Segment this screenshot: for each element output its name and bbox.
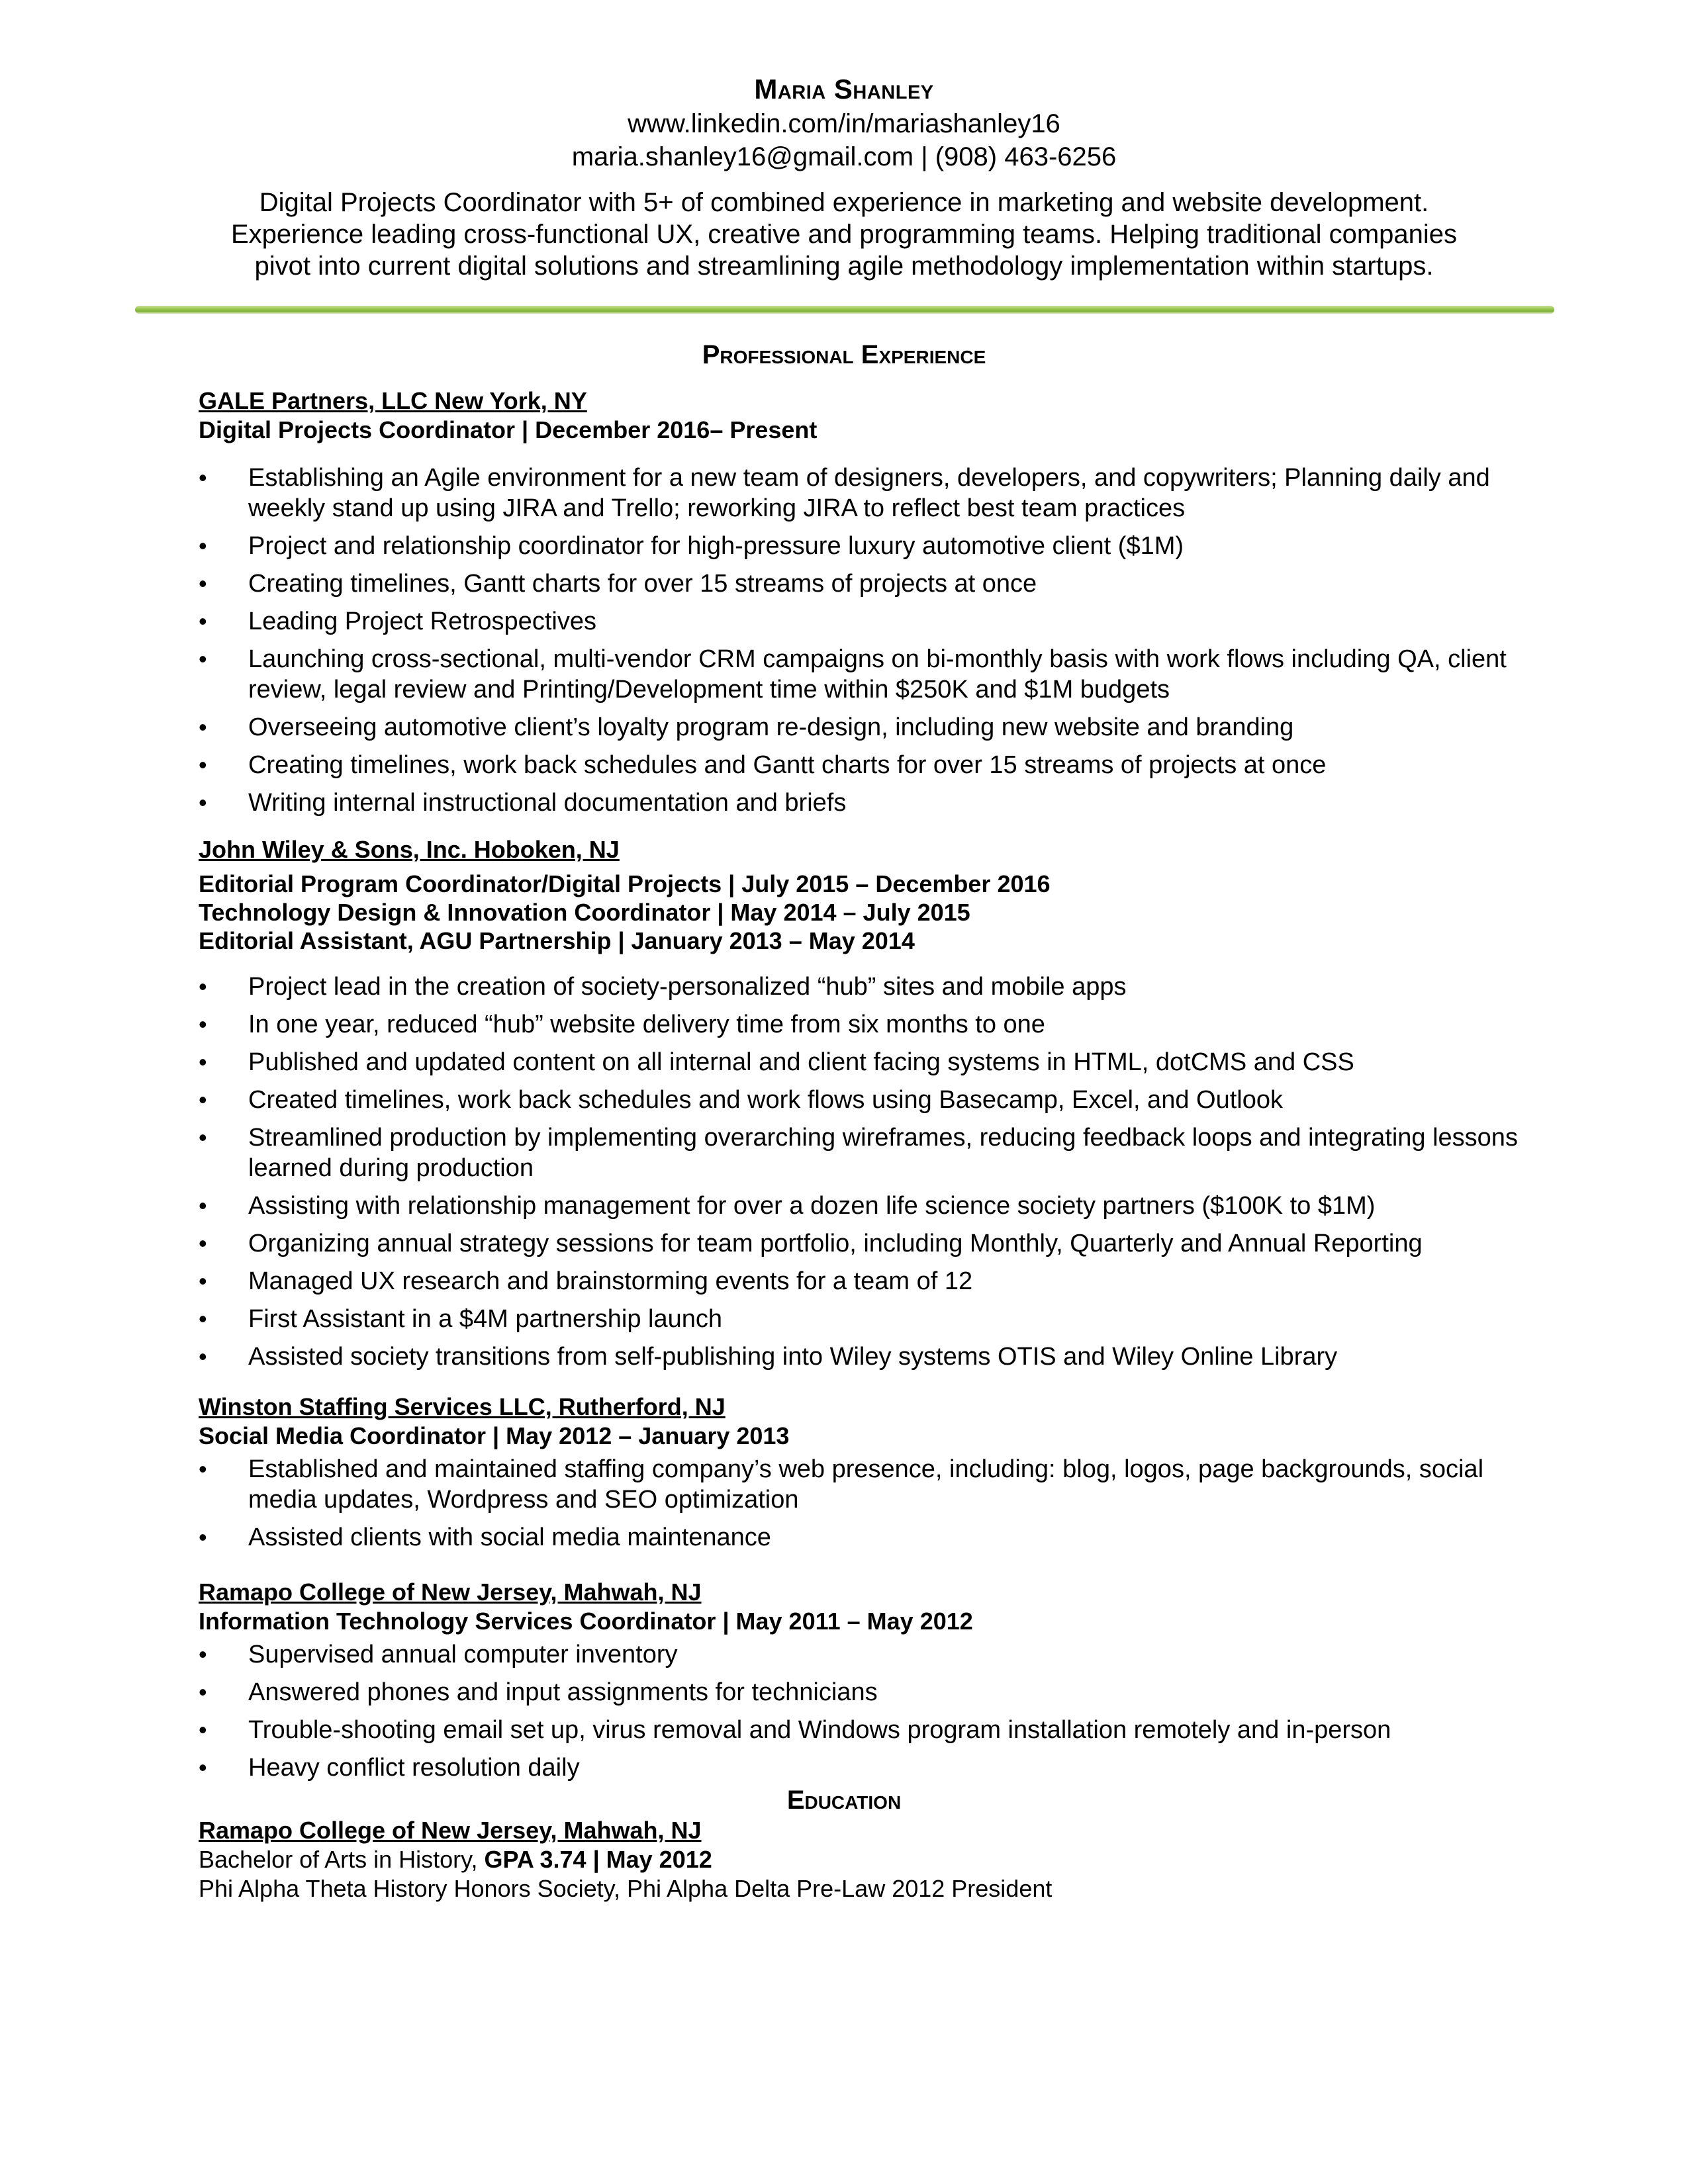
list-item: • Supervised annual computer inventory — [199, 1639, 1523, 1670]
job-gale-partners — [199, 387, 1523, 825]
list-item: • First Assistant in a $4M partnership launch — [199, 1304, 1523, 1334]
list-item: • Streamlined production by implementing overarching wireframes, reducing feedback loops and integrating lessons learned during production — [199, 1122, 1523, 1183]
list-item: • In one year, reduced “hub” website delivery time from six months to one — [199, 1009, 1523, 1040]
job-winston-staffing — [199, 1392, 1523, 1560]
company-name: Ramapo College of New Jersey, Mahwah, NJ — [199, 1578, 702, 1606]
school-name: Ramapo College of New Jersey, Mahwah, NJ — [199, 1817, 702, 1844]
section-title-experience: Professional Experience — [702, 340, 986, 369]
list-item: • Creating timelines, work back schedules and Gantt charts for over 15 streams of projects at once — [199, 750, 1523, 780]
job-role: Information Technology Services Coordinator | May 2011 – May 2012 — [199, 1608, 973, 1635]
section-title-education: Education — [786, 1786, 902, 1815]
company-name: Winston Staffing Services LLC, Rutherford, NJ — [199, 1393, 726, 1420]
list-item: • Establishing an Agile environment for a new team of designers, developers, and copywriters; Planning daily and weekly stand up using JIRA and Trello; reworking JIRA to reflect best team practices — [199, 463, 1523, 523]
list-item: • Leading Project Retrospectives — [199, 606, 1523, 637]
job-bullet-list — [199, 972, 1523, 1372]
list-item: • Assisted clients with social media maintenance — [199, 1522, 1523, 1553]
list-item: • Trouble-shooting email set up, virus removal and Windows program installation remotely and in-person — [199, 1715, 1523, 1745]
list-item: • Project lead in the creation of society-personalized “hub” sites and mobile apps — [199, 972, 1523, 1002]
summary-line: Experience leading cross-functional UX, creative and programming teams. Helping traditional companies — [230, 220, 1458, 249]
list-item: • Organizing annual strategy sessions for team portfolio, including Monthly, Quarterly and Annual Reporting — [199, 1228, 1523, 1259]
education-entry — [199, 1816, 1523, 1903]
resume-header — [0, 71, 1688, 173]
list-item: • Heavy conflict resolution daily — [199, 1752, 1523, 1783]
candidate-name: Maria Shanley — [754, 73, 934, 105]
list-item: • Creating timelines, Gantt charts for over 15 streams of projects at once — [199, 569, 1523, 599]
job-role: Technology Design & Innovation Coordinator | May 2014 – July 2015 — [199, 899, 970, 926]
summary-line: pivot into current digital solutions and streamlining agile methodology implementation within startups. — [254, 251, 1434, 281]
email-phone: maria.shanley16@gmail.com | (908) 463-6256 — [571, 142, 1117, 171]
job-role: Editorial Assistant, AGU Partnership | January 2013 – May 2014 — [199, 927, 915, 954]
job-bullet-list — [199, 463, 1523, 818]
list-item: • Writing internal instructional documentation and briefs — [199, 788, 1523, 818]
degree-line — [199, 1845, 1523, 1874]
linkedin-url: www.linkedin.com/in/mariashanley16 — [628, 109, 1060, 138]
professional-summary — [0, 187, 1688, 282]
green-divider-rule — [135, 306, 1554, 314]
list-item: • Managed UX research and brainstorming events for a team of 12 — [199, 1266, 1523, 1297]
company-name: GALE Partners, LLC New York, NY — [199, 387, 587, 414]
degree-name: Bachelor of Arts in History, — [199, 1846, 485, 1873]
job-role: Digital Projects Coordinator | December 2016– Present — [199, 416, 818, 443]
gpa-date: GPA 3.74 | May 2012 — [484, 1846, 712, 1873]
job-bullet-list — [199, 1639, 1523, 1783]
list-item: • Assisted society transitions from self-publishing into Wiley systems OTIS and Wiley Online Library — [199, 1342, 1523, 1372]
honors-line: Phi Alpha Theta History Honors Society, Phi Alpha Delta Pre-Law 2012 President — [199, 1875, 1053, 1902]
list-item: • Answered phones and input assignments for technicians — [199, 1677, 1523, 1707]
list-item: • Published and updated content on all internal and client facing systems in HTML, dotCMS and CSS — [199, 1047, 1523, 1077]
job-role: Editorial Program Coordinator/Digital Projects | July 2015 – December 2016 — [199, 870, 1051, 897]
list-item: • Created timelines, work back schedules and work flows using Basecamp, Excel, and Outlook — [199, 1085, 1523, 1115]
job-ramapo-college — [199, 1578, 1523, 1790]
summary-line: Digital Projects Coordinator with 5+ of combined experience in marketing and website development. — [259, 188, 1429, 217]
list-item: • Project and relationship coordinator for high-pressure luxury automotive client ($1M) — [199, 531, 1523, 561]
job-role: Social Media Coordinator | May 2012 – January 2013 — [199, 1422, 790, 1449]
list-item: • Launching cross-sectional, multi-vendor CRM campaigns on bi-monthly basis with work flows including QA, client review, legal review and Printing/Development time within $250K and $1M budgets — [199, 644, 1523, 705]
list-item: • Assisting with relationship management for over a dozen life science society partners ($100K to $1M) — [199, 1191, 1523, 1221]
list-item: • Overseeing automotive client’s loyalty program re-design, including new website and branding — [199, 712, 1523, 743]
list-item: • Established and maintained staffing company’s web presence, including: blog, logos, page backgrounds, social media updates, Wordpress and SEO optimization — [199, 1454, 1523, 1515]
job-bullet-list — [199, 1454, 1523, 1553]
job-john-wiley — [199, 835, 1523, 1379]
company-name: John Wiley & Sons, Inc. Hoboken, NJ — [199, 836, 620, 863]
